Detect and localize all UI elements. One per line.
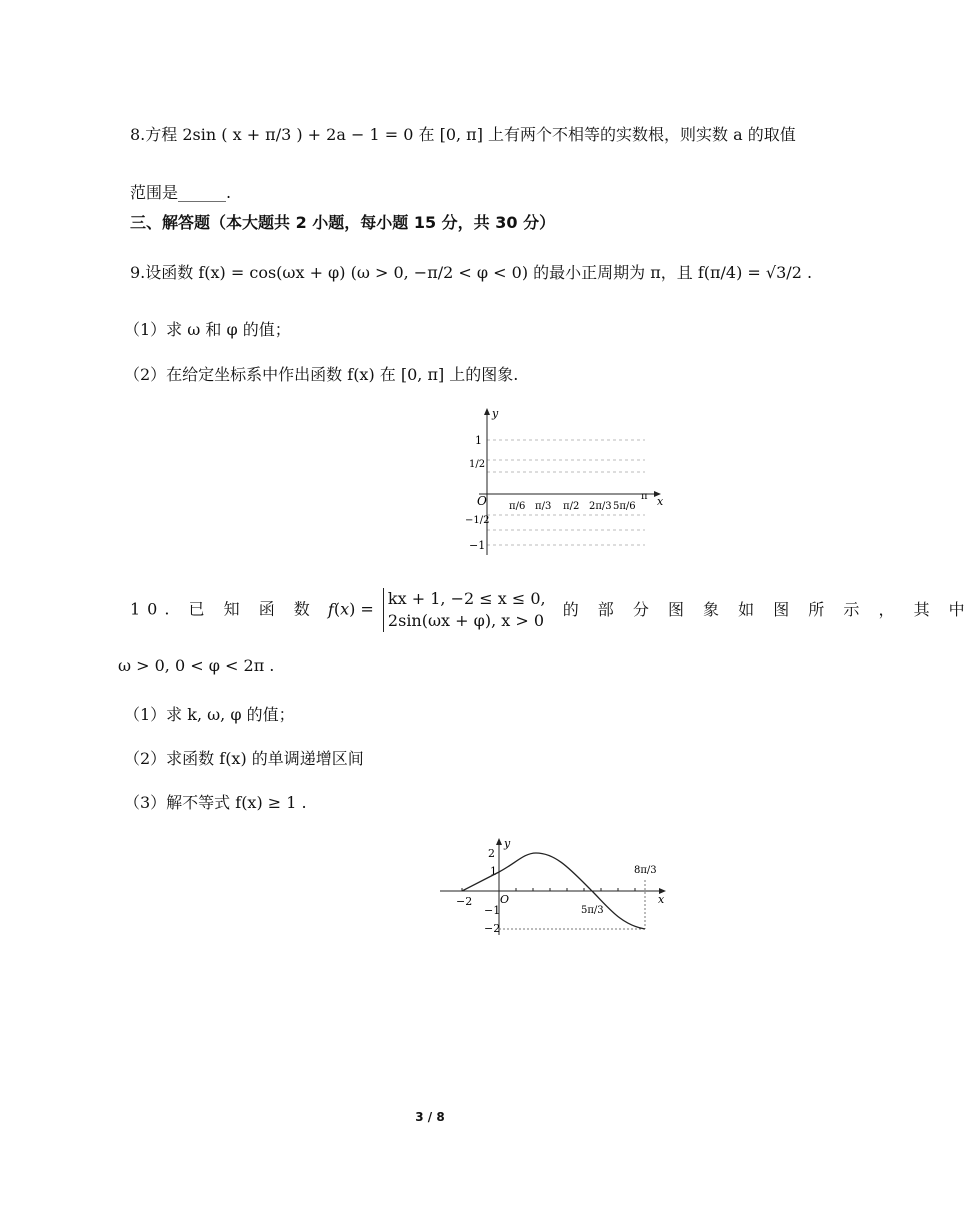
q10-function-graph	[436, 835, 676, 945]
q9-part1-text: （1）求 ω 和 φ 的值；	[124, 320, 291, 339]
q9-part2-text: （2）在给定坐标系中作出函数 f(x) 在 [0, π] 上的图象.	[124, 365, 519, 384]
q9-x-tick-pi-3: π/3	[535, 501, 552, 512]
q8-answer-blank: 范围是______.	[130, 183, 232, 202]
q10-piece-2: 2sin(ωx + φ), x > 0	[387, 611, 545, 630]
q9-y-tick-half: 1/2	[469, 459, 486, 470]
q10-y-tick-2: 2	[488, 847, 495, 860]
q10-stem-prefix: 10. 已 知 函 数	[130, 599, 317, 619]
q10-x-tick-5pi-3: 5π/3	[581, 905, 604, 916]
section-heading	[130, 212, 555, 234]
q10-x-tick-neg-2: −2	[456, 895, 473, 908]
question-9-part-1	[124, 319, 291, 341]
q10-part3-text: （3）解不等式 f(x) ≥ 1 .	[124, 793, 307, 812]
question-8-line-1	[130, 124, 796, 146]
q10-condition-text: ω > 0, 0 < φ < 2π .	[118, 656, 275, 675]
question-10-part-3	[124, 792, 307, 814]
section-heading-text: 三、解答题（本大题共 2 小题，每小题 15 分，共 30 分）	[130, 213, 556, 232]
q10-origin-label: O	[500, 893, 510, 906]
question-10-condition	[118, 655, 274, 677]
q9-x-tick-pi-6: π/6	[509, 501, 526, 512]
page-number	[0, 1110, 860, 1124]
q10-part2-text: （2）求函数 f(x) 的单调递增区间	[124, 749, 364, 768]
q10-x-label: x	[658, 893, 665, 906]
q10-piece-1: kx + 1, −2 ≤ x ≤ 0,	[387, 589, 546, 608]
q10-piecewise	[383, 588, 546, 632]
question-9-stem	[130, 262, 812, 284]
q10-y-tick-neg-2: −2	[484, 922, 501, 935]
q10-y-arrow-icon	[496, 838, 502, 845]
q10-stem-suffix: 的 部 分 图 象 如 图 所 示 ， 其 中	[562, 599, 972, 619]
q8-text: 8.方程 2sin ( x + π/3 ) + 2a − 1 = 0 在 [0, π] 上有两个不相等的实数根，则实数 a 的取值	[130, 125, 796, 144]
q9-origin-label: O	[477, 494, 487, 508]
q9-x-tick-2pi-3: 2π/3	[589, 501, 612, 512]
q9-coordinate-graph	[465, 405, 675, 565]
q9-y-tick-neg-1: −1	[469, 539, 486, 552]
q9-y-arrow-icon	[484, 408, 490, 415]
q10-y-label: y	[504, 837, 511, 850]
q10-x-tick-8pi-3: 8π/3	[634, 865, 657, 876]
question-10-part-1	[124, 704, 295, 726]
q9-stem-text: 9.设函数 f(x) = cos(ωx + φ) (ω > 0, −π/2 < φ < 0) 的最小正周期为 π，且 f(π/4) = √3/2 .	[130, 263, 813, 282]
q9-y-label: y	[492, 407, 499, 420]
q9-y-tick-neg-half: −1/2	[465, 515, 490, 526]
q9-x-tick-pi-2: π/2	[563, 501, 580, 512]
q10-part1-text: （1）求 k, ω, φ 的值；	[124, 705, 295, 724]
question-8-line-2	[130, 182, 231, 204]
q10-function-name: f	[327, 599, 334, 619]
question-9-part-2	[124, 364, 518, 386]
q9-x-tick-pi: π	[641, 491, 648, 502]
question-10-part-2	[124, 748, 364, 770]
question-10-stem: 10. 已 知 函 数 f(x) = kx + 1, −2 ≤ x ≤ 0, 2sin(ωx + φ), x > 0 的 部 分 图 象 如 图 所 示 ， 其 中	[130, 589, 972, 630]
q9-grid	[487, 440, 645, 545]
q10-var-x: x	[340, 599, 350, 619]
q9-x-tick-5pi-6: 5π/6	[613, 501, 636, 512]
page-number-text: 3 / 8	[415, 1110, 445, 1124]
q9-x-label: x	[657, 495, 664, 508]
q10-y-tick-1: 1	[490, 865, 497, 878]
q9-y-tick-1: 1	[475, 434, 482, 447]
q10-y-tick-neg-1: −1	[484, 904, 501, 917]
